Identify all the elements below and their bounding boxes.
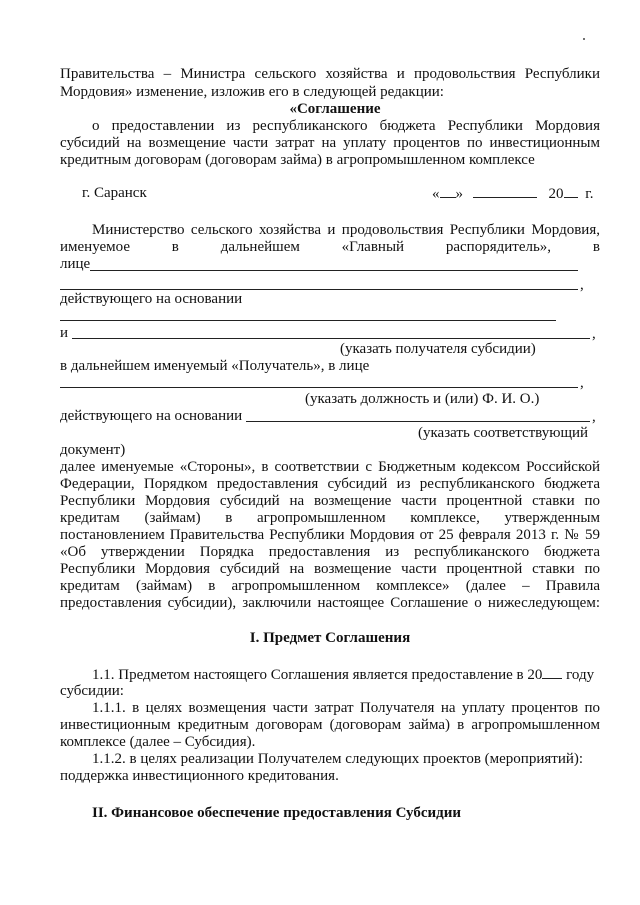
basis-blank [60, 320, 556, 321]
day-blank [440, 185, 456, 198]
preamble-line-5: постановлением Правительства Республики Мордовия от 25 февраля 2013 г. № 59 [60, 527, 600, 543]
year-blank [564, 185, 578, 198]
preamble-line-7: Республики Мордовия субсидий на возмещение части процентной ставки по [60, 561, 600, 577]
agreement-subtitle-2: субсидий на возмещение части затрат на уплату процентов по инвестиционным [60, 135, 600, 151]
date-field [432, 185, 593, 203]
year-suffix: г. [585, 186, 594, 202]
and-label: и [60, 325, 69, 341]
clause-1-1-text: 1.1. Предметом настоящего Соглашения является предоставление в 20 [92, 667, 543, 683]
position-hint: (указать должность и (или) Ф. И. О.) [305, 391, 540, 407]
word: распорядитель», [445, 239, 552, 255]
preamble-line-4: кредитам (займам) в агропромышленном комплексе, утвержденным [60, 510, 600, 526]
preamble-line-1: далее именуемые «Стороны», в соответствии с Бюджетным кодексом Российской [60, 459, 600, 475]
section-1-title: I. Предмет Соглашения [249, 630, 411, 646]
recipient-blank [72, 338, 590, 339]
word: дальнейшем [220, 239, 300, 255]
party1-line-1: Министерство сельского хозяйства и продовольствия Республики Мордовия, [92, 222, 600, 238]
clause-1-1-1-line-1: 1.1.1. в целях возмещения части затрат Получателя на уплату процентов по [92, 700, 600, 716]
clause-1-1-cont: субсидии: [60, 683, 124, 699]
agreement-subtitle-1: о предоставлении из республиканского бюджета Республики Мордовия [92, 118, 600, 134]
quote-close: » [455, 186, 463, 202]
doc-word: документ) [60, 442, 126, 458]
year-blank [542, 666, 562, 679]
scan-speck [583, 38, 585, 40]
preamble-line-9: предоставления субсидии), заключили настоящее Соглашение о нижеследующем: [60, 595, 600, 611]
preamble-line-2: Федерации, Порядком предоставления субсидий из республиканского бюджета [60, 476, 600, 492]
doc-hint: (указать соответствующий [418, 425, 589, 441]
intro-line-2: Мордовия» изменение, изложив его в следующей редакции: [60, 84, 444, 100]
basis-blank-2 [246, 421, 590, 422]
clause-1-1-2-line-1: 1.1.2. в целях реализации Получателем следующих проектов (мероприятий): [92, 751, 584, 767]
year-prefix: 20 [548, 186, 564, 202]
intro-line-1: Правительства – Министра сельского хозяйства и продовольствия Республики [60, 66, 600, 82]
recipient-hint: (указать получателя субсидии) [340, 341, 536, 357]
clause-1-1-2-line-2: поддержка инвестиционного кредитования. [60, 768, 339, 784]
quote-open: « [432, 186, 440, 202]
clause-1-1-tail: году [566, 667, 595, 683]
comma: , [580, 375, 584, 391]
position-blank [60, 387, 578, 388]
clause-1-1-1-line-2: инвестиционным кредитным договорам (договорам займа) в агропромышленном [60, 717, 600, 733]
city: г. Саранск [82, 185, 147, 201]
preamble-line-8: кредитам (займам) в агропромышленном комплексе» (далее – Правила [60, 578, 600, 594]
agreement-title: «Соглашение [289, 101, 381, 117]
face-blank-2 [60, 289, 578, 290]
word: «Главный [341, 239, 405, 255]
section-2-title: II. Финансовое обеспечение предоставления Субсидии [92, 805, 462, 821]
month-blank [473, 185, 537, 198]
face-label: лице [60, 256, 91, 272]
preamble-line-6: «Об утверждении Порядка предоставления из республиканского бюджета [60, 544, 600, 560]
clause-1-1 [92, 666, 594, 684]
comma: , [580, 277, 584, 293]
preamble-line-3: Республики Мордовия субсидий на возмещение части процентной ставки по [60, 493, 600, 509]
word: в [592, 239, 600, 255]
party1-line-2 [60, 239, 600, 256]
word: в [171, 239, 179, 255]
comma: , [592, 326, 596, 342]
acting-basis-label: действующего на основании [60, 291, 243, 307]
comma: , [592, 409, 596, 425]
word: именуемое [60, 239, 130, 255]
recipient-named: в дальнейшем именуемый «Получатель», в лице [60, 358, 370, 374]
acting-basis-label-2: действующего на основании [60, 408, 243, 424]
face-blank [90, 270, 578, 271]
agreement-subtitle-3: кредитным договорам (договорам займа) в агропромышленном комплексе [60, 152, 535, 168]
clause-1-1-1-line-3: комплексе (далее – Субсидия). [60, 734, 256, 750]
